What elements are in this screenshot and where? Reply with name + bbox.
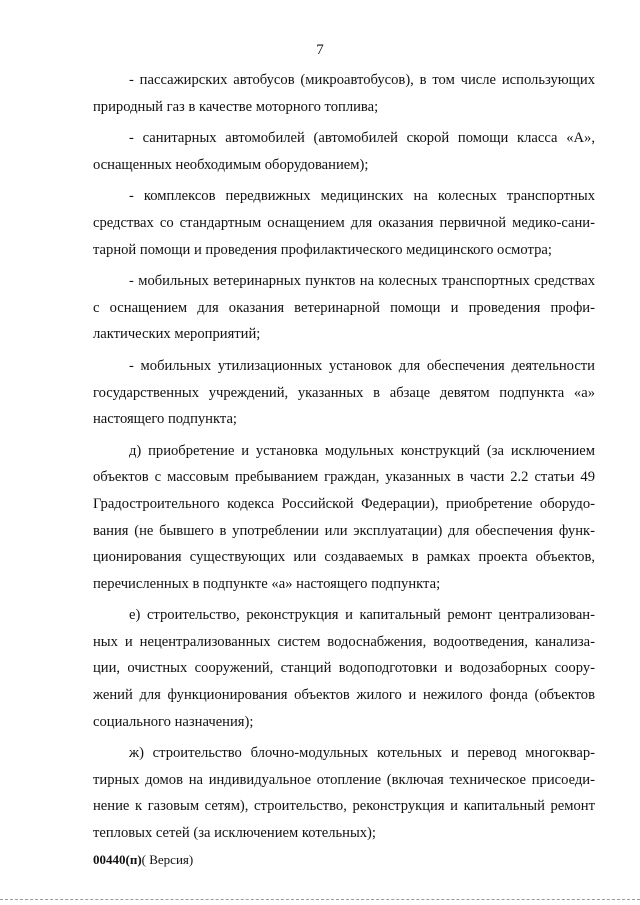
paragraph-passenger-buses: - пассажирских автобусов (микроавтобусов), в том числе использующих природный газ в качестве моторного топлива; xyxy=(93,72,595,115)
page-number: 7 xyxy=(316,42,324,58)
paragraph-item-d-modular-structures: д) приобретение и установка модульных конструкций (за исключением объектов с массовым пребыванием граждан, указанных в части 2.2 статьи 49 Градостроительного кодекса Российской Федерации), приобретение оборудования (не бывшего в употреблении или эксплуатации) для обеспечения функционирования существующих или создаваемых в рамках проекта объектов, перечисленных в подпункте «а» настоящего подпункта; xyxy=(93,442,595,592)
paragraph-item-zh-boiler-houses: ж) строительство блочно-модульных котельных и перевод многоквартирных домов на индивидуальное отопление (включая техническое присоединение к газовым сетям), строительство, реконструкция и капитальный ремонт тепловых сетей (за исключением котельных); xyxy=(93,745,595,842)
paragraph-mobile-veterinary-points: - мобильных ветеринарных пунктов на колесных транспортных средствах с оснащением для оказания ветеринарной помощи и проведения профилактических мероприятий; xyxy=(93,273,595,343)
document-code: 00440(п) xyxy=(93,852,142,867)
paragraph-mobile-medical-complexes: - комплексов передвижных медицинских на колесных транспортных средствах со стандартным оснащением для оказания первичной медико-санитарной помощи и проведения профилактического медицинского осмотра; xyxy=(93,188,595,258)
paragraph-item-e-water-systems: е) строительство, реконструкция и капитальный ремонт централизованных и нецентрализованных систем водоснабжения, водоотведения, канализации, очистных сооружений, станций водоподготовки и водозаборных сооружений для функционирования объектов жилого и нежилого фонда (объектов социального назначения); xyxy=(93,607,595,730)
page-bottom-edge xyxy=(0,899,640,900)
paragraph-mobile-disposal-units: - мобильных утилизационных установок для обеспечения деятельности государственных учреждений, указанных в абзаце девятом подпункта «а» настоящего подпункта; xyxy=(93,357,595,428)
document-footer xyxy=(93,852,193,868)
paragraph-ambulance-vehicles: - санитарных автомобилей (автомобилей скорой помощи класса «А», оснащенных необходимым оборудованием); xyxy=(93,130,595,173)
document-version: ( Версия) xyxy=(141,852,194,867)
document-body xyxy=(93,67,595,852)
